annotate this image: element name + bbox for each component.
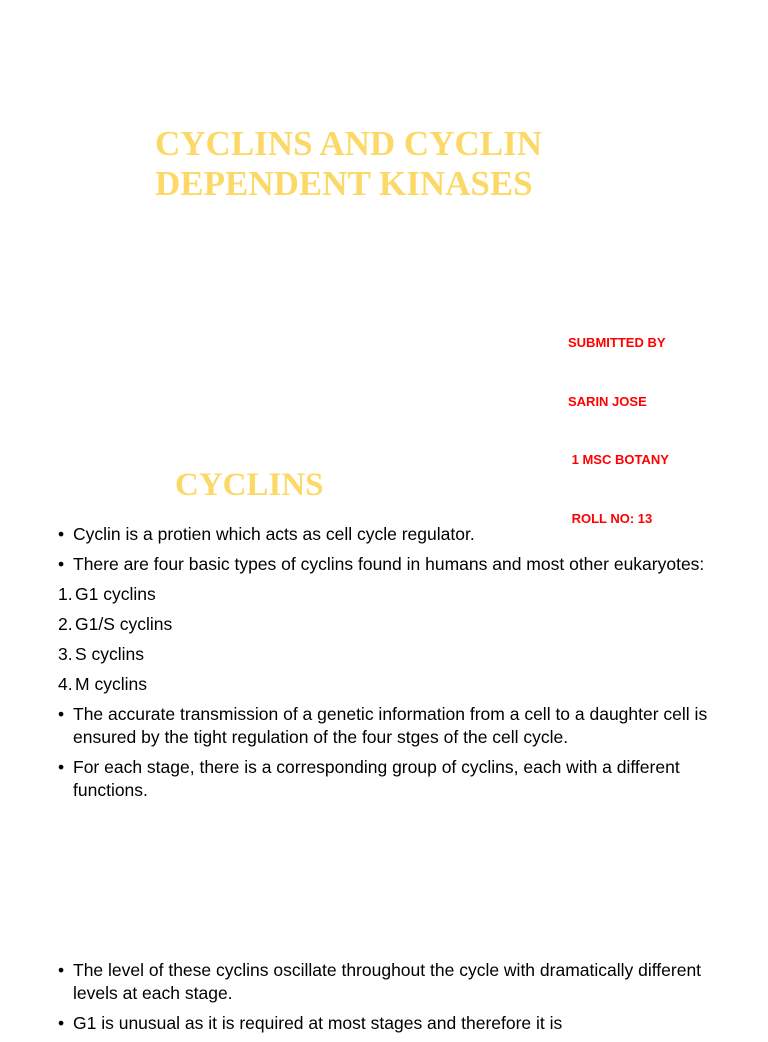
bullet-marker: •	[58, 554, 65, 574]
bullet-item	[58, 553, 738, 576]
cyclins-content	[58, 523, 738, 809]
bullet-marker: •	[58, 757, 65, 777]
numbered-text: G1/S cyclins	[75, 614, 173, 634]
bullet-text: The level of these cyclins oscillate throughout the cycle with dramatically different levels at each stage.	[73, 960, 702, 1003]
number-marker: 3.	[58, 644, 73, 664]
numbered-text: M cyclins	[75, 674, 147, 694]
bullet-item	[58, 523, 738, 546]
bullet-item	[58, 703, 738, 749]
bullet-item	[58, 959, 738, 1005]
author-course: 1 MSC BOTANY	[568, 452, 669, 467]
bullet-marker: •	[58, 960, 65, 980]
numbered-item	[58, 673, 738, 696]
bullet-text: There are four basic types of cyclins found in humans and most other eukaryotes:	[73, 554, 705, 574]
number-marker: 1.	[58, 584, 73, 604]
numbered-text: S cyclins	[75, 644, 145, 664]
section-heading-cyclins: CYCLINS	[175, 467, 324, 503]
bullet-text: G1 is unusual as it is required at most stages and therefore it is	[73, 1013, 563, 1033]
submitted-by-label: SUBMITTED BY	[568, 335, 666, 350]
submitted-by-block	[568, 294, 669, 548]
bullet-text: The accurate transmission of a genetic information from a cell to a daughter cell is ensured by the tight regulation of the four stges of the cell cycle.	[73, 704, 708, 747]
number-marker: 4.	[58, 674, 73, 694]
bullet-text: Cyclin is a protien which acts as cell cycle regulator.	[73, 524, 475, 544]
bullet-marker: •	[58, 1013, 65, 1033]
numbered-item	[58, 643, 738, 666]
numbered-text: G1 cyclins	[75, 584, 156, 604]
bullet-text: For each stage, there is a corresponding group of cyclins, each with a different functions.	[73, 757, 680, 800]
numbered-item	[58, 613, 738, 636]
bullet-marker: •	[58, 704, 65, 724]
slide-title-line-1: CYCLINS AND CYCLIN	[155, 124, 542, 163]
numbered-item	[58, 583, 738, 606]
bullet-item	[58, 756, 738, 802]
bullet-marker: •	[58, 524, 65, 544]
slide-title-line-2: DEPENDENT KINASES	[155, 164, 533, 203]
next-slide-content	[58, 959, 738, 1042]
number-marker: 2.	[58, 614, 73, 634]
author-roll-number: ROLL NO: 13	[568, 510, 653, 526]
slide-title	[155, 124, 542, 204]
author-name: SARIN JOSE	[568, 393, 647, 409]
